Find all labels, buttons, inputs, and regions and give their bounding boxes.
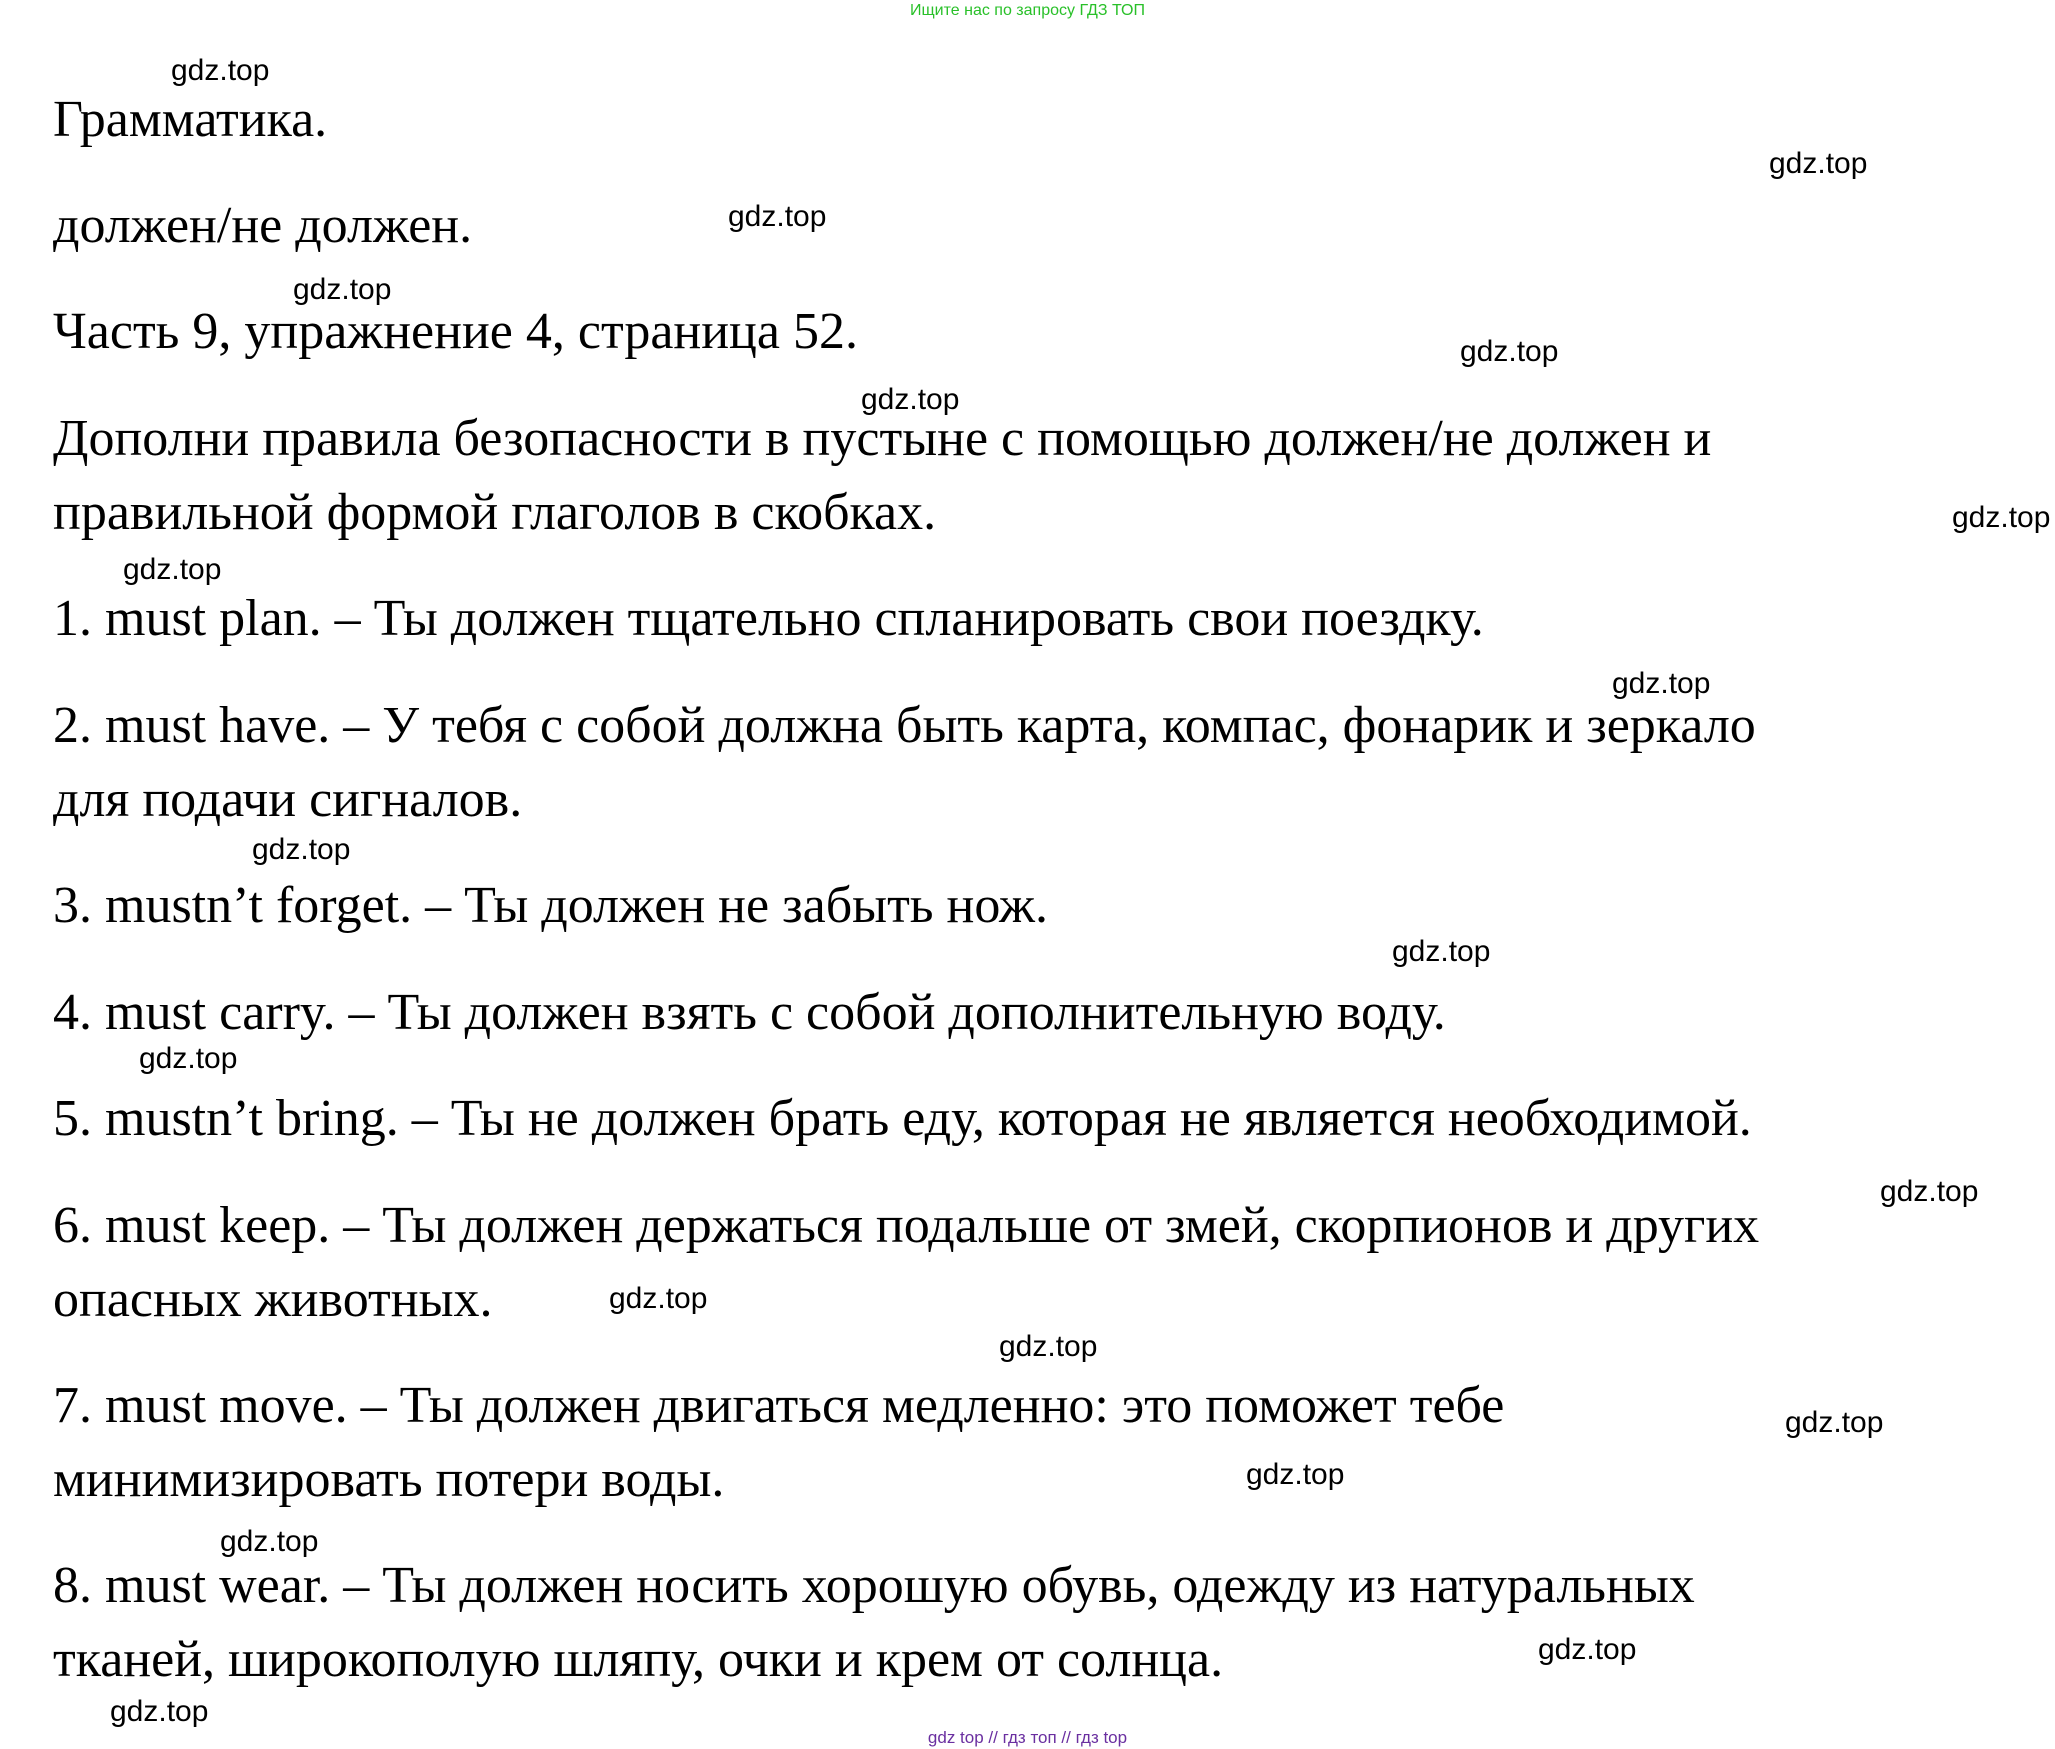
watermark: gdz.top <box>1952 501 2051 534</box>
answer-5: 5. mustn’t bring. – Ты не должен брать еду, которая не является необходимой. <box>53 1090 1752 1147</box>
answer-7-line-1: 7. must move. – Ты должен двигаться медленно: это поможет тебе <box>53 1377 1505 1434</box>
watermark: gdz.top <box>1460 335 1559 368</box>
watermark: gdz.top <box>728 200 827 233</box>
watermark: gdz.top <box>609 1282 708 1315</box>
answer-8-line-1: 8. must wear. – Ты должен носить хорошую обувь, одежду из натуральных <box>53 1557 1695 1614</box>
watermark: gdz.top <box>1880 1175 1979 1208</box>
answer-2-line-1: 2. must have. – У тебя с собой должна быть карта, компас, фонарик и зеркало <box>53 697 1756 754</box>
watermark: gdz.top <box>139 1042 238 1075</box>
watermark: gdz.top <box>1538 1633 1637 1666</box>
answer-3: 3. mustn’t forget. – Ты должен не забыть нож. <box>53 877 1048 934</box>
watermark: gdz.top <box>1612 667 1711 700</box>
page-title: Грамматика. <box>53 91 328 148</box>
task-line-1: Дополни правила безопасности в пустыне с помощью должен/не должен и <box>53 410 1712 467</box>
topic-heading: должен/не должен. <box>53 197 473 254</box>
watermark: gdz.top <box>1785 1406 1884 1439</box>
watermark: gdz.top <box>1769 147 1868 180</box>
task-line-2: правильной формой глаголов в скобках. <box>53 484 937 541</box>
watermark: gdz.top <box>110 1695 209 1728</box>
footer-credits: gdz top // гдз топ // гдз top <box>927 1728 1128 1747</box>
answer-7-line-2: минимизировать потери воды. <box>53 1451 725 1508</box>
answer-6-line-2: опасных животных. <box>53 1271 493 1328</box>
answer-4: 4. must carry. – Ты должен взять с собой дополнительную воду. <box>53 984 1446 1041</box>
exercise-reference: Часть 9, упражнение 4, страница 52. <box>53 303 858 360</box>
answer-2-line-2: для подачи сигналов. <box>53 771 523 828</box>
watermark: gdz.top <box>171 54 270 87</box>
answer-1: 1. must plan. – Ты должен тщательно спланировать свои поездку. <box>53 590 1484 647</box>
search-hint: Ищите нас по запросу ГДЗ ТОП <box>910 2 1145 19</box>
watermark: gdz.top <box>293 273 392 306</box>
watermark: gdz.top <box>1246 1458 1345 1491</box>
watermark: gdz.top <box>123 553 222 586</box>
watermark: gdz.top <box>1392 935 1491 968</box>
watermark: gdz.top <box>252 833 351 866</box>
answer-8-line-2: тканей, широкополую шляпу, очки и крем от солнца. <box>53 1631 1224 1688</box>
watermark: gdz.top <box>220 1525 319 1558</box>
watermark: gdz.top <box>999 1330 1098 1363</box>
answer-6-line-1: 6. must keep. – Ты должен держаться подальше от змей, скорпионов и других <box>53 1197 1760 1254</box>
watermark: gdz.top <box>861 383 960 416</box>
